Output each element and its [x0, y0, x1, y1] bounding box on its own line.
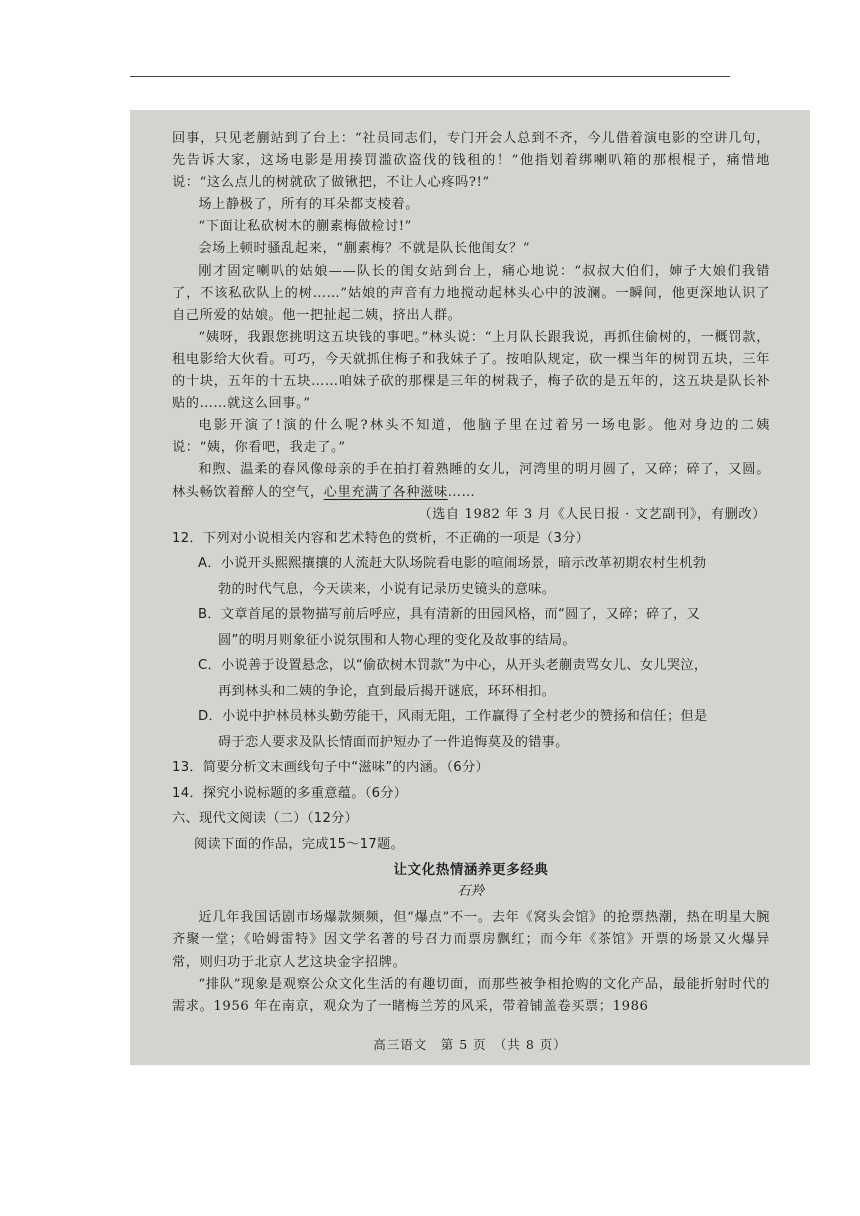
header-rule	[130, 76, 730, 77]
question-12-option-b: B．文章首尾的景物描写前后呼应，具有清新的田园风格，而“圆了，又碎；碎了，又	[198, 607, 701, 623]
question-12-option-a: A．小说开头熙熙攘攘的人流赶大队场院看电影的喧闹场景，暗示改革初期农村生机勃	[198, 556, 707, 572]
question-12-option-d-cont: 碍于恋人要求及队长情面而护短办了一件追悔莫及的错事。	[218, 734, 569, 750]
question-12-option-c: C．小说善于设置悬念，以“偷砍树木罚款”为中心，从开头老蒯责骂女儿、女儿哭泣，	[198, 658, 708, 674]
question-12-option-a-cont: 勃的时代气息，今天读来，小说有记录历史镜头的意味。	[218, 581, 556, 597]
underlined-sentence: 心里充满了各种滋味	[323, 484, 448, 500]
article-title: 让文化热情涵养更多经典	[393, 862, 549, 879]
questions-block	[172, 526, 770, 858]
question-12-option-b-cont: 圆”的明月则象征小说氛围和人物心理的变化及故事的结局。	[218, 632, 576, 648]
question-14: 14．探究小说标题的多重意蕴。（6分）	[172, 785, 408, 801]
story-source: （选自 1982 年 3 月《人民日报 · 文艺副刊》，有删改）	[418, 506, 766, 522]
story-paragraph: 电影开演了!演的什么呢?林头不知道，他脑子里在过着另一场电影。他对身边的二姨说：“姨，你看吧，我走了。”	[172, 418, 770, 456]
article-author: 石羚	[457, 884, 485, 900]
story-paragraph: “下面让私砍树木的蒯素梅做检讨!”	[198, 219, 412, 235]
article-paragraph: “排队”现象是观察公众文化生活的有趣切面，而那些被争相抢购的文化产品，最能折射时代的需求。1956 年在南京，观众为了一睹梅兰芳的风采，带着铺盖卷买票；1986	[172, 976, 770, 1014]
article-paragraph: 近几年我国话剧市场爆款频频，但“爆点”不一。去年《窝头会馆》的抢票热潮，热在明星大腕齐聚一堂；《哈姆雷特》因文学名著的号召力而票房飘红；而今年《茶馆》开票的场景又火爆异常，则归功于北京人艺这块金字招牌。	[172, 910, 770, 970]
question-12-stem: 12．下列对小说相关内容和艺术特色的赏析，不正确的一项是（3分）	[172, 530, 590, 546]
story-paragraph: 刚才固定喇叭的姑娘——队长的闺女站到台上，痛心地说：“叔叔大伯们，婶子大娘们我错了，不该私砍队上的树……”姑娘的声音有力地搅动起林头心中的波澜。一瞬间，他更深地认识了自己所爱的姑娘。他一把扯起二姨，挤出人群。	[172, 263, 770, 323]
question-12-option-d: D．小说中护林员林头勤劳能干，风雨无阻，工作赢得了全村老少的赞扬和信任；但是	[198, 709, 708, 725]
story-paragraph: 会场上顿时骚乱起来，“蒯素梅？不就是队长他闺女？”	[198, 241, 531, 257]
story-final-paragraph	[172, 459, 770, 503]
section-6-instruction: 阅读下面的作品，完成15～17题。	[194, 836, 405, 852]
story-paragraph-text: 和煦、温柔的春风像母亲的手在拍打着熟睡的女儿，河湾里的明月圆了，又碎；碎了，又圆。林头畅饮着醉人的空气，	[172, 462, 770, 500]
story-paragraph: 场上静极了，所有的耳朵都支棱着。	[198, 197, 419, 213]
page-footer: 高三语文 第 5 页 （共 8 页）	[373, 1037, 567, 1052]
story-paragraph: 回事，只见老蒯站到了台上：“社员同志们，专门开会人总到不齐，今儿借着演电影的空讲几句，先告诉大家，这场电影是用揍罚滥砍盗伐的钱租的！”他指划着绑喇叭箱的那根棍子，痛惜地说：“这么点儿的树就砍了做锹把，不让人心疼吗?!”	[172, 131, 770, 191]
ellipsis: ……	[447, 484, 476, 500]
section-6-heading: 六、现代文阅读（二）（12分）	[172, 811, 359, 827]
story-paragraph: “姨呀，我跟您挑明这五块钱的事吧。”林头说：“上月队长跟我说，再抓住偷树的，一概罚款，租电影给大伙看。可巧，今天就抓住梅子和我妹子了。按咱队规定，砍一棵当年的树罚五块，三年的十块，五年的十五块……咱妹子砍的那棵是三年的树栽子，梅子砍的是五年的，这五块是队长补贴的……就这么回事。”	[172, 329, 770, 412]
question-13: 13．简要分析文末画线句子中“滋味”的内涵。（6分）	[172, 760, 489, 776]
question-12-option-c-cont: 再到林头和二姨的争论，直到最后揭开谜底，环环相扣。	[218, 683, 556, 699]
exam-page-photo	[130, 110, 810, 1065]
